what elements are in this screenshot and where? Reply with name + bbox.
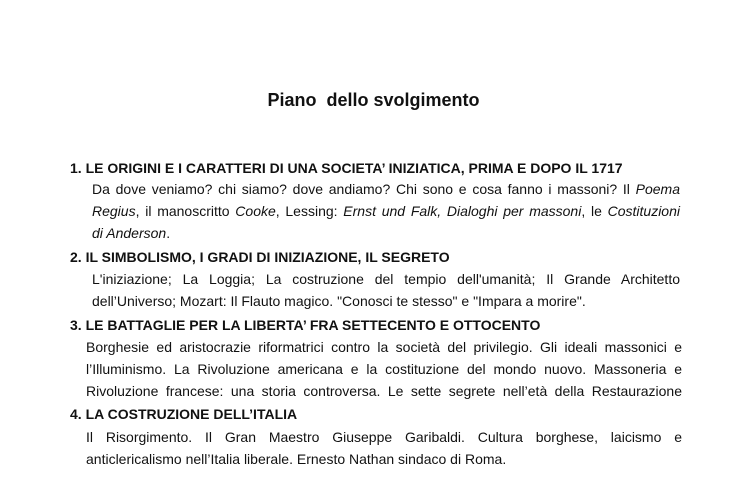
section-heading-text: LA COSTRUZIONE DELL’ITALIA xyxy=(85,406,298,422)
section-number: 3. xyxy=(70,317,82,333)
section-heading-text: IL SIMBOLISMO, I GRADI DI INIZIAZIONE, IL SEGRETO xyxy=(85,249,450,265)
text-run: Da dove veniamo? chi siamo? dove andiamo? Chi sono e cosa fanno i massoni? Il xyxy=(92,181,636,197)
section-number: 1. xyxy=(70,160,82,176)
section-heading-text: LE BATTAGLIE PER LA LIBERTA’ FRA SETTECENTO E OTTOCENTO xyxy=(85,317,541,333)
text-run: , le xyxy=(581,203,608,219)
body-line xyxy=(92,290,680,312)
section-heading-text: LE ORIGINI E I CARATTERI DI UNA SOCIETA’ INIZIATICA, PRIMA E DOPO IL 1717 xyxy=(85,160,623,176)
text-run: , Lessing: xyxy=(275,203,344,219)
section-heading-4 xyxy=(70,406,297,422)
text-run: dell’Universo; Mozart: Il Flauto magico. "Conosci te stesso" e "Impara a morire". xyxy=(92,293,586,309)
body-line xyxy=(86,426,682,448)
text-run: Rivoluzione francese: una storia controversa. Le sette segrete nell’età della Restaurazione xyxy=(86,383,682,399)
page-title: Piano dello svolgimento xyxy=(267,90,480,110)
body-line xyxy=(86,358,682,380)
text-run: . xyxy=(166,225,171,241)
body-line xyxy=(86,380,682,402)
body-line xyxy=(92,222,680,244)
section-number: 2. xyxy=(70,249,82,265)
italic-text: di Anderson xyxy=(92,225,167,241)
section-heading-2 xyxy=(70,249,450,265)
body-line xyxy=(92,268,680,290)
text-run: l’Illuminismo. La Rivoluzione americana e la costituzione del mondo nuovo. Massoneria e xyxy=(86,361,682,377)
section-heading-3 xyxy=(70,317,540,333)
italic-text: Cooke xyxy=(235,203,276,219)
text-run: , il manoscritto xyxy=(135,203,236,219)
section-heading-1 xyxy=(70,160,623,176)
section-body-1 xyxy=(92,178,680,244)
text-run: L'iniziazione; La Loggia; La costruzione del tempio dell'umanità; Il Grande Architetto xyxy=(92,271,680,287)
text-run: Il Risorgimento. Il Gran Maestro Giuseppe Garibaldi. Cultura borghese, laicismo e xyxy=(86,429,682,445)
section-body-3 xyxy=(86,336,682,402)
italic-text: Poema xyxy=(635,181,680,197)
body-line xyxy=(92,200,680,222)
section-body-4 xyxy=(86,426,682,470)
section-number: 4. xyxy=(70,406,82,422)
italic-text: Ernst und Falk, Dialoghi per massoni xyxy=(343,203,582,219)
body-line xyxy=(86,448,682,470)
body-line xyxy=(92,178,680,200)
text-run: Borghesie ed aristocrazie riformatrici contro la società del privilegio. Gli ideali massonici e xyxy=(86,339,682,355)
italic-text: Regius xyxy=(92,203,136,219)
section-body-2 xyxy=(92,268,680,312)
italic-text: Costituzioni xyxy=(607,203,680,219)
text-run: anticlericalismo nell’Italia liberale. Ernesto Nathan sindaco di Roma. xyxy=(86,451,507,467)
body-line xyxy=(86,336,682,358)
